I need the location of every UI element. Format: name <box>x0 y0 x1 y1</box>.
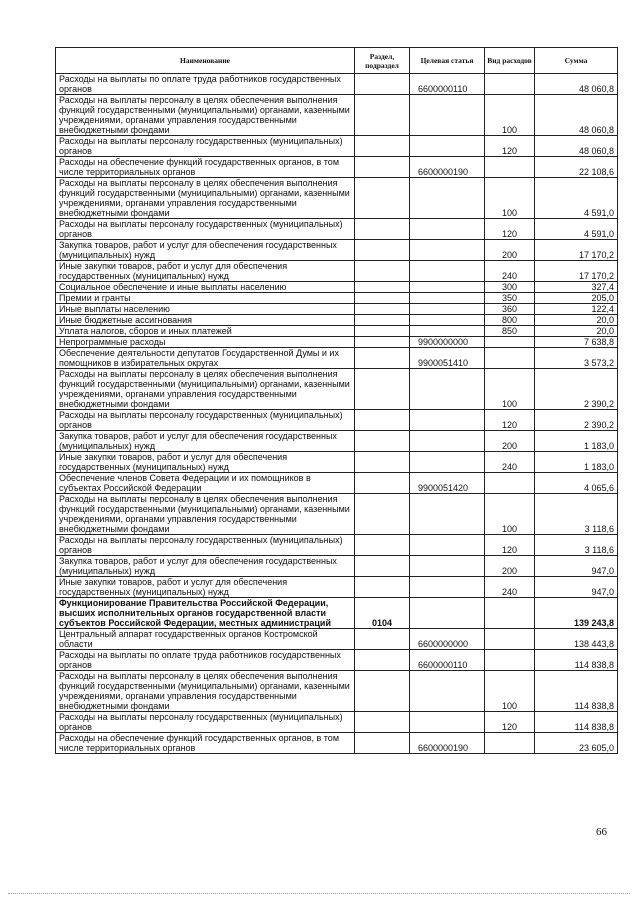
table-row <box>56 240 618 261</box>
row-target-cell <box>410 326 485 337</box>
row-kind-cell <box>485 348 535 369</box>
row-target-cell <box>410 136 485 157</box>
table-row <box>56 410 618 431</box>
row-kind-cell <box>485 733 535 754</box>
table-row <box>56 337 618 348</box>
row-section-cell <box>355 304 410 315</box>
table-row <box>56 671 618 712</box>
row-name-cell: Обеспечение деятельности депутатов Государственной Думы и их помощников в избирательных округах <box>56 348 355 369</box>
row-target-cell <box>410 535 485 556</box>
row-kind-cell: 100 <box>485 494 535 535</box>
row-kind-cell: 120 <box>485 535 535 556</box>
row-section-cell <box>355 712 410 733</box>
row-sum-cell: 122,4 <box>535 304 618 315</box>
row-section-cell <box>355 293 410 304</box>
row-name-cell: Расходы на обеспечение функций государственных органов, в том числе территориальных органов <box>56 733 355 754</box>
row-name-cell: Функционирование Правительства Российской Федерации, высших исполнительных органов государственной власти субъектов Российской Федерации, местных администраций <box>56 598 355 629</box>
row-section-cell <box>355 282 410 293</box>
row-kind-cell: 120 <box>485 136 535 157</box>
row-name-cell: Закупка товаров, работ и услуг для обеспечения государственных (муниципальных) нужд <box>56 556 355 577</box>
row-kind-cell: 850 <box>485 326 535 337</box>
row-name-cell: Закупка товаров, работ и услуг для обеспечения государственных (муниципальных) нужд <box>56 431 355 452</box>
row-name-cell: Центральный аппарат государственных органов Костромской области <box>56 629 355 650</box>
budget-table <box>55 47 618 754</box>
row-name-cell: Расходы на выплаты персоналу в целях обеспечения выполнения функций государственными (муниципальными) органами, казенными учреждениями, органами управления государственными внебюджетными фондами <box>56 95 355 136</box>
header-section: Раздел, подраздел <box>355 48 410 74</box>
row-sum-cell: 947,0 <box>535 556 618 577</box>
table-row <box>56 348 618 369</box>
row-name-cell: Расходы на выплаты персоналу в целях обеспечения выполнения функций государственными (муниципальными) органами, казенными учреждениями, органами управления государственными внебюджетными фондами <box>56 178 355 219</box>
header-sum: Сумма <box>535 48 618 74</box>
row-sum-cell: 1 183,0 <box>535 452 618 473</box>
row-name-cell: Уплата налогов, сборов и иных платежей <box>56 326 355 337</box>
row-kind-cell <box>485 157 535 178</box>
row-name-cell: Иные закупки товаров, работ и услуг для обеспечения государственных (муниципальных) нужд <box>56 452 355 473</box>
row-section-cell <box>355 348 410 369</box>
row-sum-cell: 20,0 <box>535 326 618 337</box>
table-row <box>56 304 618 315</box>
row-sum-cell: 20,0 <box>535 315 618 326</box>
row-kind-cell: 300 <box>485 282 535 293</box>
row-sum-cell: 2 390,2 <box>535 369 618 410</box>
row-name-cell: Расходы на выплаты персоналу государственных (муниципальных) органов <box>56 219 355 240</box>
row-name-cell: Расходы на выплаты персоналу государственных (муниципальных) органов <box>56 410 355 431</box>
row-sum-cell: 22 108,6 <box>535 157 618 178</box>
table-row <box>56 494 618 535</box>
row-kind-cell <box>485 337 535 348</box>
row-kind-cell <box>485 74 535 95</box>
row-target-cell <box>410 293 485 304</box>
row-section-cell <box>355 136 410 157</box>
row-section-cell <box>355 577 410 598</box>
table-row <box>56 712 618 733</box>
row-sum-cell: 114 838,8 <box>535 712 618 733</box>
row-name-cell: Иные закупки товаров, работ и услуг для обеспечения государственных (муниципальных) нужд <box>56 577 355 598</box>
row-target-cell: 6600000190 <box>410 733 485 754</box>
row-target-cell: 6600000110 <box>410 74 485 95</box>
row-name-cell: Расходы на обеспечение функций государственных органов, в том числе территориальных органов <box>56 157 355 178</box>
row-name-cell: Расходы на выплаты персоналу государственных (муниципальных) органов <box>56 535 355 556</box>
row-target-cell <box>410 315 485 326</box>
row-sum-cell: 3 118,6 <box>535 494 618 535</box>
row-sum-cell: 17 170,2 <box>535 261 618 282</box>
row-sum-cell: 3 573,2 <box>535 348 618 369</box>
table-row <box>56 219 618 240</box>
row-name-cell: Обеспечение членов Совета Федерации и их помощников в субъектах Российской Федерации <box>56 473 355 494</box>
table-row <box>56 282 618 293</box>
row-target-cell <box>410 494 485 535</box>
row-section-cell <box>355 337 410 348</box>
row-section-cell <box>355 219 410 240</box>
table-row <box>56 293 618 304</box>
row-target-cell: 6600000000 <box>410 629 485 650</box>
row-section-cell <box>355 494 410 535</box>
row-kind-cell: 350 <box>485 293 535 304</box>
row-kind-cell: 800 <box>485 315 535 326</box>
row-name-cell: Непрограммные расходы <box>56 337 355 348</box>
row-sum-cell: 7 638,8 <box>535 337 618 348</box>
row-kind-cell: 100 <box>485 369 535 410</box>
row-kind-cell <box>485 598 535 629</box>
table-row <box>56 326 618 337</box>
table-row <box>56 431 618 452</box>
row-sum-cell: 2 390,2 <box>535 410 618 431</box>
row-sum-cell: 327,4 <box>535 282 618 293</box>
row-target-cell <box>410 556 485 577</box>
row-kind-cell <box>485 473 535 494</box>
row-target-cell <box>410 431 485 452</box>
row-kind-cell: 200 <box>485 556 535 577</box>
row-section-cell <box>355 240 410 261</box>
row-sum-cell: 138 443,8 <box>535 629 618 650</box>
row-kind-cell: 120 <box>485 712 535 733</box>
row-kind-cell: 100 <box>485 95 535 136</box>
row-name-cell: Закупка товаров, работ и услуг для обеспечения государственных (муниципальных) нужд <box>56 240 355 261</box>
row-name-cell: Расходы на выплаты персоналу государственных (муниципальных) органов <box>56 712 355 733</box>
table-row <box>56 556 618 577</box>
row-section-cell <box>355 452 410 473</box>
row-section-cell <box>355 650 410 671</box>
row-name-cell: Расходы на выплаты персоналу в целях обеспечения выполнения функций государственными (муниципальными) органами, казенными учреждениями, органами управления государственными внебюджетными фондами <box>56 671 355 712</box>
row-sum-cell: 205,0 <box>535 293 618 304</box>
row-kind-cell: 360 <box>485 304 535 315</box>
row-section-cell <box>355 157 410 178</box>
row-name-cell: Расходы на выплаты персоналу государственных (муниципальных) органов <box>56 136 355 157</box>
row-section-cell <box>355 410 410 431</box>
table-body <box>56 74 618 754</box>
row-kind-cell: 120 <box>485 410 535 431</box>
row-target-cell <box>410 261 485 282</box>
header-target: Целевая статья <box>410 48 485 74</box>
row-sum-cell: 139 243,8 <box>535 598 618 629</box>
row-section-cell <box>355 671 410 712</box>
row-section-cell <box>355 369 410 410</box>
row-name-cell: Расходы на выплаты персоналу в целях обеспечения выполнения функций государственными (муниципальными) органами, казенными учреждениями, органами управления государственными внебюджетными фондами <box>56 494 355 535</box>
row-sum-cell: 947,0 <box>535 577 618 598</box>
page-number: 66 <box>596 826 607 838</box>
row-name-cell: Иные бюджетные ассигнования <box>56 315 355 326</box>
row-name-cell: Социальное обеспечение и иные выплаты населению <box>56 282 355 293</box>
row-target-cell <box>410 410 485 431</box>
row-section-cell <box>355 733 410 754</box>
table-row <box>56 473 618 494</box>
row-sum-cell: 1 183,0 <box>535 431 618 452</box>
row-section-cell <box>355 261 410 282</box>
row-sum-cell: 23 605,0 <box>535 733 618 754</box>
row-name-cell: Расходы на выплаты по оплате труда работников государственных органов <box>56 650 355 671</box>
row-name-cell: Иные выплаты населению <box>56 304 355 315</box>
table-row <box>56 261 618 282</box>
row-section-cell <box>355 431 410 452</box>
row-section-cell <box>355 95 410 136</box>
table-row <box>56 598 618 629</box>
row-kind-cell <box>485 629 535 650</box>
table-row <box>56 74 618 95</box>
row-sum-cell: 17 170,2 <box>535 240 618 261</box>
row-sum-cell: 114 838,8 <box>535 650 618 671</box>
table-header-row <box>56 48 618 74</box>
row-sum-cell: 3 118,6 <box>535 535 618 556</box>
row-kind-cell: 240 <box>485 577 535 598</box>
table-row <box>56 136 618 157</box>
row-name-cell: Премии и гранты <box>56 293 355 304</box>
row-kind-cell: 200 <box>485 240 535 261</box>
row-sum-cell: 114 838,8 <box>535 671 618 712</box>
row-section-cell <box>355 473 410 494</box>
bottom-dotted-rule <box>8 893 630 894</box>
row-sum-cell: 4 591,0 <box>535 178 618 219</box>
row-section-cell <box>355 556 410 577</box>
row-name-cell: Расходы на выплаты персоналу в целях обеспечения выполнения функций государственными (муниципальными) органами, казенными учреждениями, органами управления государственными внебюджетными фондами <box>56 369 355 410</box>
row-target-cell <box>410 671 485 712</box>
row-sum-cell: 4 065,6 <box>535 473 618 494</box>
row-target-cell <box>410 240 485 261</box>
row-kind-cell: 120 <box>485 219 535 240</box>
header-name: Наименование <box>56 48 355 74</box>
table-row <box>56 452 618 473</box>
table-row <box>56 650 618 671</box>
table-row <box>56 577 618 598</box>
row-kind-cell: 100 <box>485 178 535 219</box>
row-target-cell: 6600000110 <box>410 650 485 671</box>
row-section-cell: 0104 <box>355 598 410 629</box>
row-target-cell <box>410 598 485 629</box>
table-row <box>56 733 618 754</box>
row-target-cell <box>410 282 485 293</box>
row-kind-cell: 240 <box>485 452 535 473</box>
row-target-cell <box>410 452 485 473</box>
table-row <box>56 315 618 326</box>
row-section-cell <box>355 178 410 219</box>
row-kind-cell: 100 <box>485 671 535 712</box>
table-row <box>56 95 618 136</box>
row-sum-cell: 48 060,8 <box>535 136 618 157</box>
row-name-cell: Расходы на выплаты по оплате труда работников государственных органов <box>56 74 355 95</box>
row-target-cell <box>410 577 485 598</box>
table-row <box>56 178 618 219</box>
row-target-cell <box>410 712 485 733</box>
row-target-cell: 9900051420 <box>410 473 485 494</box>
row-section-cell <box>355 326 410 337</box>
row-kind-cell <box>485 650 535 671</box>
header-kind: Вид расходов <box>485 48 535 74</box>
row-sum-cell: 48 060,8 <box>535 95 618 136</box>
row-kind-cell: 240 <box>485 261 535 282</box>
row-target-cell: 9900000000 <box>410 337 485 348</box>
table-row <box>56 369 618 410</box>
row-target-cell <box>410 219 485 240</box>
row-kind-cell: 200 <box>485 431 535 452</box>
table-row <box>56 629 618 650</box>
row-name-cell: Иные закупки товаров, работ и услуг для обеспечения государственных (муниципальных) нужд <box>56 261 355 282</box>
table-row <box>56 535 618 556</box>
row-section-cell <box>355 535 410 556</box>
row-section-cell <box>355 74 410 95</box>
row-target-cell <box>410 369 485 410</box>
row-target-cell <box>410 95 485 136</box>
row-target-cell: 6600000190 <box>410 157 485 178</box>
table-row <box>56 157 618 178</box>
row-sum-cell: 4 591,0 <box>535 219 618 240</box>
row-section-cell <box>355 315 410 326</box>
row-target-cell <box>410 178 485 219</box>
row-sum-cell: 48 060,8 <box>535 74 618 95</box>
row-section-cell <box>355 629 410 650</box>
row-target-cell: 9900051410 <box>410 348 485 369</box>
budget-table-page <box>55 47 617 754</box>
row-target-cell <box>410 304 485 315</box>
